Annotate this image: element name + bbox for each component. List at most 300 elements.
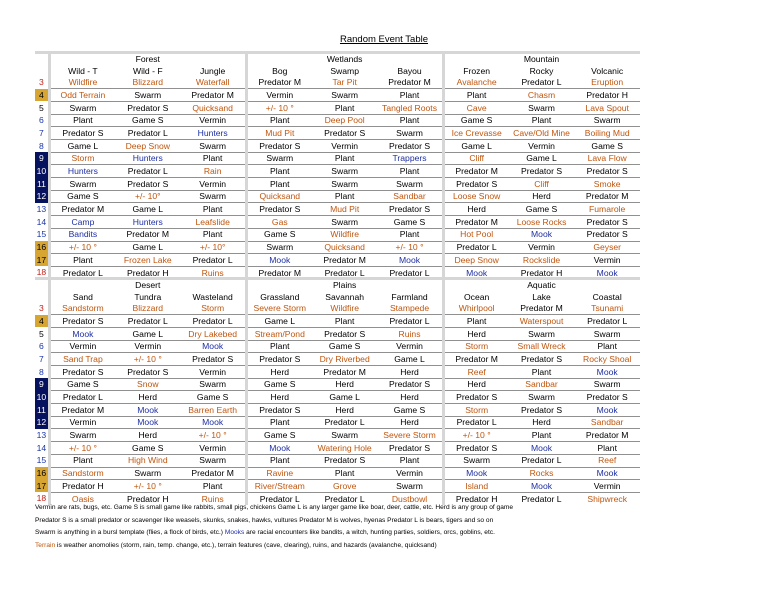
roll-number: 9 xyxy=(35,378,49,391)
event-cell: Herd xyxy=(246,391,312,404)
event-cell: Mook xyxy=(49,327,115,340)
event-cell: Herd xyxy=(377,416,443,429)
event-cell: Swarm xyxy=(377,480,443,493)
event-cell: Predator S xyxy=(115,101,181,114)
event-cell: Predator S xyxy=(574,216,640,229)
event-cell: +/- 10 ° xyxy=(246,101,312,114)
event-cell: Loose Snow xyxy=(443,190,509,203)
table-row xyxy=(35,77,640,89)
table-row xyxy=(35,178,640,191)
terrain-header: Coastal xyxy=(592,291,622,302)
event-cell: Game S xyxy=(443,114,509,127)
event-cell: Gas xyxy=(246,216,312,229)
event-cell: Hunters xyxy=(115,216,181,229)
roll-number: 16 xyxy=(35,241,49,254)
event-cell: Predator S xyxy=(49,127,115,140)
event-cell: Plant xyxy=(181,152,247,165)
event-cell: Game L xyxy=(49,140,115,153)
terrain-header: Bayou xyxy=(397,65,422,76)
event-cell: Plant xyxy=(377,454,443,467)
terrain-header: Volcanic xyxy=(591,65,624,76)
terrain-header: Frozen xyxy=(443,65,509,76)
event-cell: Storm xyxy=(181,303,247,315)
event-cell: Predator L xyxy=(574,315,640,328)
event-cell: Swarm xyxy=(509,101,575,114)
event-cell: Herd xyxy=(443,203,509,216)
event-cell: Cliff xyxy=(509,178,575,191)
legend-line xyxy=(35,502,513,515)
event-cell: +/- 10° xyxy=(115,190,181,203)
event-cell: Swarm xyxy=(574,378,640,391)
event-cell: Swarm xyxy=(312,165,378,178)
event-cell: Game S xyxy=(377,216,443,229)
event-cell: Plant xyxy=(246,416,312,429)
event-cell: Predator L xyxy=(324,493,365,504)
event-cell: Lava Flow xyxy=(574,152,640,165)
group-spacer xyxy=(246,53,312,66)
event-cell: Predator H xyxy=(127,493,169,504)
roll-number: 11 xyxy=(35,178,49,191)
event-cell: Mook xyxy=(181,416,247,429)
event-cell: Mook xyxy=(574,467,640,480)
event-cell: Swarm xyxy=(574,327,640,340)
event-cell: Swarm xyxy=(377,178,443,191)
event-cell: Predator S xyxy=(574,391,640,404)
event-cell: Game S xyxy=(49,190,115,203)
event-cell: Plant xyxy=(246,178,312,191)
roll-number: 18 xyxy=(36,267,47,278)
event-cell: Predator S xyxy=(246,203,312,216)
event-cell: Ice Crevasse xyxy=(443,127,509,140)
event-cell: Mook xyxy=(509,480,575,493)
event-cell: Plant xyxy=(312,152,378,165)
event-cell: Plant xyxy=(181,203,247,216)
roll-number: 11 xyxy=(35,404,49,417)
event-cell: Loose Rocks xyxy=(509,216,575,229)
legend-text: is weather anomolies (storm, rain, temp. change, etc.), terrain features (cave, clearing), ruins, and hazards (avalanche, quicksand) xyxy=(55,541,437,549)
event-cell: Grove xyxy=(312,480,378,493)
terrain-header: Swamp xyxy=(330,65,359,76)
event-cell: Stream/Pond xyxy=(246,327,312,340)
roll-number: 3 xyxy=(39,77,44,88)
event-cell: Waterspout xyxy=(509,315,575,328)
event-cell: Wildfire xyxy=(49,77,115,89)
event-cell: Storm xyxy=(443,404,509,417)
event-cell: Herd xyxy=(443,378,509,391)
table-row xyxy=(35,315,640,328)
roll-number: 17 xyxy=(35,480,49,493)
terrain-header: Wild - F xyxy=(132,65,163,76)
event-cell: Plant xyxy=(181,228,247,241)
event-cell: Game S xyxy=(115,114,181,127)
corner-cell xyxy=(35,65,49,76)
event-cell: Snow xyxy=(115,378,181,391)
event-cell: Predator M xyxy=(574,429,640,442)
event-cell: Hot Pool xyxy=(443,228,509,241)
group-spacer xyxy=(181,53,247,66)
roll-number: 9 xyxy=(35,152,49,165)
event-cell: Shipwreck xyxy=(587,493,627,504)
event-cell: Ruins xyxy=(377,327,443,340)
event-cell: Cliff xyxy=(443,152,509,165)
event-cell: Predator M xyxy=(181,467,247,480)
event-cell: Predator M xyxy=(574,190,640,203)
roll-number: 5 xyxy=(39,328,44,339)
event-cell: Predator L xyxy=(509,77,575,89)
event-cell: Predator L xyxy=(324,267,365,278)
terrain-header: Tundra xyxy=(134,291,162,302)
event-cell: Mook xyxy=(509,228,575,241)
event-cell: Swarm xyxy=(509,391,575,404)
biome-group-label: Wetlands xyxy=(312,53,378,66)
group-header-row xyxy=(35,279,640,292)
event-cell: Mook xyxy=(115,404,181,417)
event-cell: Rocky Shoal xyxy=(574,353,640,366)
event-cell: Plant xyxy=(49,254,115,267)
event-cell: Frozen Lake xyxy=(115,254,181,267)
biome-group-label: Plains xyxy=(312,279,378,292)
group-spacer xyxy=(443,279,509,292)
event-cell: Leafslide xyxy=(181,216,247,229)
event-cell: Game S xyxy=(246,228,312,241)
event-cell: Wildfire xyxy=(312,303,378,315)
event-cell: Predator L xyxy=(509,454,575,467)
table-row xyxy=(35,404,640,417)
event-cell: Watering Hole xyxy=(312,442,378,455)
event-cell: Predator M xyxy=(246,266,312,278)
event-cell: Predator M xyxy=(49,203,115,216)
terrain-header: Lake xyxy=(532,291,551,302)
roll-number: 12 xyxy=(35,416,49,429)
table-row xyxy=(35,127,640,140)
event-cell: Plant xyxy=(509,366,575,379)
event-cell: Herd xyxy=(246,366,312,379)
table-row xyxy=(35,327,640,340)
event-cell: Deep Snow xyxy=(443,254,509,267)
table-row xyxy=(35,391,640,404)
event-cell: Vermin xyxy=(377,467,443,480)
terrain-header: Rocky xyxy=(529,65,554,76)
event-cell: Vermin xyxy=(181,114,247,127)
table-row xyxy=(35,89,640,102)
event-cell: Game L xyxy=(443,140,509,153)
event-cell: Boiling Mud xyxy=(574,127,640,140)
event-cell: Predator M xyxy=(443,165,509,178)
event-cell: Vermin xyxy=(377,340,443,353)
event-cell: Predator S xyxy=(312,454,378,467)
event-cell: Plant xyxy=(377,114,443,127)
event-cell: Swarm xyxy=(115,89,181,102)
event-cell: Predator S xyxy=(246,353,312,366)
event-cell: Dry Riverbed xyxy=(312,353,378,366)
event-cell: Predator L xyxy=(443,241,509,254)
table-row xyxy=(35,366,640,379)
event-cell: Vermin xyxy=(312,140,378,153)
event-cell: Predator L xyxy=(521,493,562,504)
event-cell: Hunters xyxy=(181,127,247,140)
event-cell: Mook xyxy=(246,442,312,455)
event-cell: Plant xyxy=(509,429,575,442)
event-cell: Predator L xyxy=(312,416,378,429)
event-cell: Ravine xyxy=(246,467,312,480)
event-cell: Deep Snow xyxy=(115,140,181,153)
event-cell: Plant xyxy=(312,101,378,114)
event-cell: Vermin xyxy=(509,241,575,254)
event-cell: Herd xyxy=(509,190,575,203)
event-cell: Predator S xyxy=(312,127,378,140)
event-cell: Dustbowl xyxy=(391,493,428,504)
event-cell: Mook xyxy=(574,404,640,417)
event-cell: Predator S xyxy=(377,378,443,391)
event-cell: Swarm xyxy=(181,140,247,153)
terrain-header: Wild - T xyxy=(49,65,115,76)
event-cell: Game S xyxy=(49,378,115,391)
event-cell: Mook xyxy=(246,254,312,267)
event-cell: Game S xyxy=(246,429,312,442)
table-row xyxy=(35,454,640,467)
event-cell: Predator M xyxy=(312,366,378,379)
event-cell: Swarm xyxy=(181,378,247,391)
event-cell: Whirlpool xyxy=(443,303,509,315)
event-cell: Plant xyxy=(377,89,443,102)
event-cell: Predator S xyxy=(443,442,509,455)
event-cell: Sand Trap xyxy=(49,353,115,366)
event-cell: Ruins xyxy=(201,267,224,278)
event-cell: Plant xyxy=(246,165,312,178)
event-cell: Predator S xyxy=(115,178,181,191)
table-row xyxy=(35,152,640,165)
event-cell: Vermin xyxy=(574,480,640,493)
event-cell: Odd Terrain xyxy=(49,89,115,102)
event-cell: Herd xyxy=(115,429,181,442)
table-row xyxy=(35,114,640,127)
roll-number: 16 xyxy=(35,467,49,480)
event-cell: Rockslide xyxy=(509,254,575,267)
roll-number: 4 xyxy=(35,315,49,328)
roll-number: 15 xyxy=(36,229,47,240)
event-cell: Swarm xyxy=(181,454,247,467)
event-table-top xyxy=(35,51,640,279)
event-cell: Blizzard xyxy=(115,303,181,315)
event-cell: Game L xyxy=(115,203,181,216)
event-cell: Swarm xyxy=(509,327,575,340)
terrain-header-row xyxy=(35,65,640,76)
roll-number: 4 xyxy=(35,89,49,102)
event-cell: Smoke xyxy=(574,178,640,191)
roll-number: 12 xyxy=(35,190,49,203)
event-cell: +/- 10 ° xyxy=(49,241,115,254)
event-cell: Mook xyxy=(443,266,509,278)
corner-cell xyxy=(35,53,49,66)
event-cell: Predator M xyxy=(377,77,443,89)
event-cell: Swarm xyxy=(246,241,312,254)
event-cell: Sandbar xyxy=(377,190,443,203)
event-cell: Game S xyxy=(246,378,312,391)
event-cell: Mook xyxy=(509,442,575,455)
event-cell: Predator S xyxy=(377,140,443,153)
event-cell: Severe Storm xyxy=(246,303,312,315)
legend-text: Predator S is a small predator or scavenger like weasels, skunks, snakes, hawks, vultures Predator M is wolves, hyenas Predator L is bears, tigers and so on xyxy=(35,516,494,524)
legend-line xyxy=(35,527,513,540)
event-cell: Mook xyxy=(596,267,618,278)
group-spacer xyxy=(443,53,509,66)
table-row xyxy=(35,416,640,429)
event-cell: Game L xyxy=(115,327,181,340)
group-spacer xyxy=(181,279,247,292)
event-cell: Herd xyxy=(312,378,378,391)
table-row xyxy=(35,442,640,455)
event-cell: Game S xyxy=(574,140,640,153)
event-cell: River/Stream xyxy=(246,480,312,493)
table-row xyxy=(35,140,640,153)
roll-number: 15 xyxy=(36,455,47,466)
corner-cell xyxy=(35,279,49,292)
roll-number: 6 xyxy=(39,115,44,126)
event-cell: Herd xyxy=(377,391,443,404)
event-cell: Reef xyxy=(443,366,509,379)
event-cell: Reef xyxy=(574,454,640,467)
table-row xyxy=(35,254,640,267)
event-cell: Predator S xyxy=(49,366,115,379)
event-cell: Mook xyxy=(377,254,443,267)
event-cell: Predator S xyxy=(49,315,115,328)
legend-line xyxy=(35,540,513,553)
group-spacer xyxy=(574,53,640,66)
event-cell: Predator L xyxy=(246,492,312,504)
table-row xyxy=(35,203,640,216)
legend-text: are racial encounters like bandits, a witch, hunting parties, soldiers, orcs, goblins, etc. xyxy=(244,529,495,537)
event-cell: Mook xyxy=(115,416,181,429)
event-cell: Plant xyxy=(246,340,312,353)
biome-group-label: Mountain xyxy=(509,53,575,66)
event-cell: Predator L xyxy=(49,391,115,404)
event-cell: Quicksand xyxy=(312,241,378,254)
event-cell: Stampede xyxy=(377,303,443,315)
event-cell: Plant xyxy=(312,315,378,328)
event-cell: Blizzard xyxy=(115,77,181,89)
event-cell: Game S xyxy=(181,391,247,404)
table-row xyxy=(35,101,640,114)
event-cell: Plant xyxy=(246,114,312,127)
event-cell: Predator L xyxy=(115,315,181,328)
event-cell: Cave xyxy=(443,101,509,114)
event-cell: Predator S xyxy=(443,178,509,191)
event-cell: Predator S xyxy=(377,203,443,216)
event-cell: +/- 10 ° xyxy=(115,480,181,493)
table-row xyxy=(35,165,640,178)
event-cell: Vermin xyxy=(181,442,247,455)
event-cell: Camp xyxy=(49,216,115,229)
table-row xyxy=(35,480,640,493)
terrain-header: Jungle xyxy=(199,65,226,76)
event-cell: Predator S xyxy=(574,228,640,241)
legend-text: Mooks xyxy=(224,529,245,537)
event-cell: Vermin xyxy=(574,254,640,267)
event-cell: Predator L xyxy=(443,416,509,429)
event-cell: Vermin xyxy=(246,89,312,102)
event-cell: Predator H xyxy=(49,480,115,493)
event-cell: Severe Storm xyxy=(377,429,443,442)
event-cell: Vermin xyxy=(115,340,181,353)
event-cell: Game S xyxy=(377,404,443,417)
table-row xyxy=(35,190,640,203)
event-cell: Vermin xyxy=(181,366,247,379)
event-cell: Predator S xyxy=(574,165,640,178)
event-cell: Game L xyxy=(246,315,312,328)
group-spacer xyxy=(49,53,115,66)
legend-text: Swarm is anything in a bursl template (flies, a flock of birds, etc.) xyxy=(35,529,225,537)
event-cell: Predator H xyxy=(574,89,640,102)
event-cell: +/- 10 ° xyxy=(115,353,181,366)
event-cell: Sandbar xyxy=(574,416,640,429)
event-cell: Quicksand xyxy=(181,101,247,114)
table-row xyxy=(35,241,640,254)
terrain-header: Ocean xyxy=(443,291,509,302)
event-cell: Avalanche xyxy=(443,77,509,89)
event-cell: Game S xyxy=(115,442,181,455)
roll-number: 14 xyxy=(36,216,47,227)
event-cell: Mook xyxy=(574,366,640,379)
event-cell: Swarm xyxy=(312,178,378,191)
event-cell: Tangled Roots xyxy=(377,101,443,114)
event-cell: Plant xyxy=(49,454,115,467)
event-cell: Predator M xyxy=(312,254,378,267)
event-cell: High Wind xyxy=(115,454,181,467)
event-cell: Predator H xyxy=(127,267,169,278)
event-cell: Deep Pool xyxy=(312,114,378,127)
terrain-header: Savannah xyxy=(325,291,365,302)
event-cell: Sandstorm xyxy=(49,467,115,480)
group-header-row xyxy=(35,53,640,66)
event-cell: Predator L xyxy=(181,315,247,328)
event-cell: Vermin xyxy=(49,340,115,353)
event-cell: Predator H xyxy=(443,492,509,504)
event-cell: Predator M xyxy=(509,303,575,315)
event-cell: Quicksand xyxy=(246,190,312,203)
event-cell: Cave/Old Mine xyxy=(509,127,575,140)
event-cell: Predator M xyxy=(246,77,312,89)
event-cell: Sandbar xyxy=(509,378,575,391)
roll-number: 8 xyxy=(39,366,44,377)
event-cell: +/- 10 ° xyxy=(49,442,115,455)
table-row xyxy=(35,228,640,241)
legend-text: Vermin xyxy=(35,504,56,511)
biome-group-label: Forest xyxy=(115,53,181,66)
event-cell: +/- 10 ° xyxy=(377,241,443,254)
event-cell: Predator M xyxy=(443,353,509,366)
event-cell: Predator S xyxy=(115,366,181,379)
event-cell: Herd xyxy=(377,366,443,379)
event-cell: Herd xyxy=(115,391,181,404)
table-row xyxy=(35,429,640,442)
event-cell: Plant xyxy=(443,315,509,328)
event-cell: Swarm xyxy=(49,101,115,114)
event-cell: Predator M xyxy=(115,228,181,241)
event-cell: Geyser xyxy=(574,241,640,254)
event-cell: Predator L xyxy=(181,254,247,267)
event-cell: Predator S xyxy=(377,442,443,455)
event-cell: Lava Spout xyxy=(574,101,640,114)
event-cell: Plant xyxy=(49,114,115,127)
table-row xyxy=(35,378,640,391)
biome-group-label: Aquatic xyxy=(509,279,575,292)
event-cell: Storm xyxy=(49,152,115,165)
event-cell: Swarm xyxy=(312,89,378,102)
legend-text: are rats, bugs, etc. Game S is small game like rabbits, small pigs, chickens Game L is any larger game like boar, deer, cattle, etc. Herd is any group of game xyxy=(55,504,514,511)
event-cell: Swarm xyxy=(312,429,378,442)
event-cell: Dry Lakebed xyxy=(181,327,247,340)
roll-number: 5 xyxy=(39,102,44,113)
